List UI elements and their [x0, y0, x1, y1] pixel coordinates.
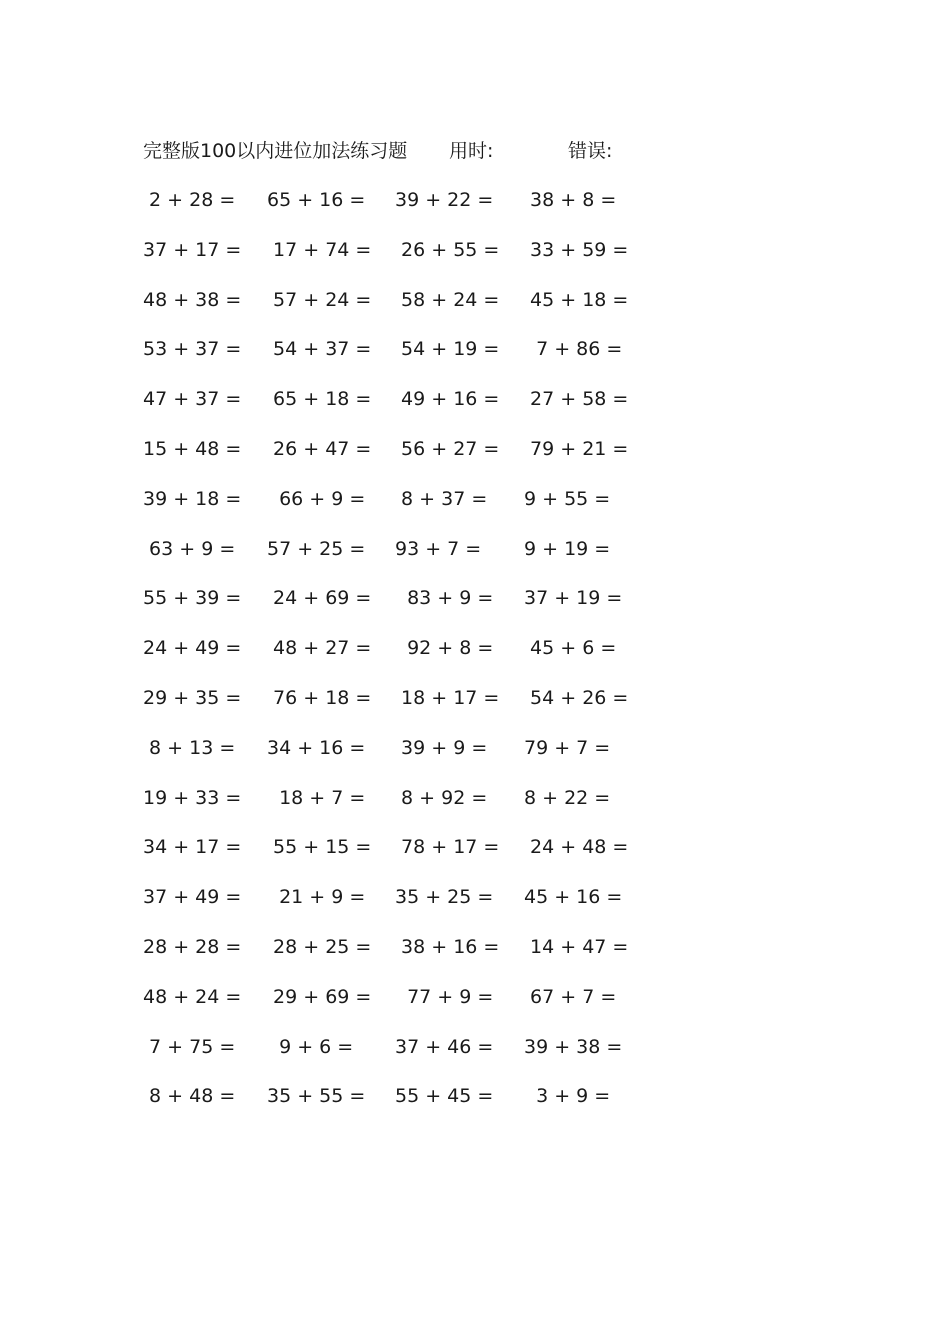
addition-problem: 38 + 8 =: [524, 189, 617, 211]
addition-problem: 57 + 24 =: [267, 288, 372, 311]
addition-problem: 79 + 21 =: [524, 437, 629, 460]
addition-problem: 15 + 48 =: [143, 437, 242, 460]
addition-problem: 18 + 17 =: [395, 686, 500, 709]
addition-problem: 33 + 59 =: [524, 238, 629, 261]
addition-problem: 9 + 6 =: [267, 1035, 354, 1058]
addition-problem: 48 + 24 =: [143, 985, 242, 1008]
problem-row: [143, 483, 643, 533]
addition-problem: 29 + 69 =: [267, 985, 372, 1008]
addition-problem: 28 + 25 =: [267, 935, 372, 958]
addition-problem: 47 + 37 =: [143, 388, 242, 411]
addition-problem: 66 + 9 =: [267, 487, 366, 510]
problem-row: [143, 632, 643, 682]
addition-problem: 34 + 17 =: [143, 836, 242, 859]
addition-problem: 39 + 22 =: [395, 189, 494, 211]
addition-problem: 28 + 28 =: [143, 935, 242, 958]
addition-problem: 67 + 7 =: [524, 985, 617, 1008]
addition-problem: 54 + 19 =: [395, 338, 500, 361]
addition-problem: 35 + 55 =: [267, 1085, 366, 1108]
addition-problem: 26 + 55 =: [395, 238, 500, 261]
addition-problem: 9 + 55 =: [524, 487, 611, 510]
addition-problem: 57 + 25 =: [267, 537, 366, 560]
addition-problem: 93 + 7 =: [395, 537, 482, 560]
problem-row: [143, 433, 643, 483]
problem-grid: [143, 184, 643, 1130]
addition-problem: 39 + 9 =: [395, 736, 488, 759]
addition-problem: 78 + 17 =: [395, 836, 500, 859]
addition-problem: 14 + 47 =: [524, 935, 629, 958]
problem-row: [143, 333, 643, 383]
time-used-label: 用时:: [449, 140, 494, 162]
addition-problem: 24 + 69 =: [267, 587, 372, 610]
worksheet-header: [143, 136, 663, 166]
addition-problem: 49 + 16 =: [395, 388, 500, 411]
addition-problem: 27 + 58 =: [524, 388, 629, 411]
addition-problem: 2 + 28 =: [143, 189, 236, 211]
addition-problem: 37 + 19 =: [524, 587, 623, 610]
addition-problem: 45 + 16 =: [524, 886, 623, 909]
problem-row: [143, 881, 643, 931]
addition-problem: 34 + 16 =: [267, 736, 366, 759]
addition-problem: 3 + 9 =: [524, 1085, 611, 1108]
addition-problem: 83 + 9 =: [395, 587, 494, 610]
addition-problem: 77 + 9 =: [395, 985, 494, 1008]
addition-problem: 19 + 33 =: [143, 786, 242, 809]
addition-problem: 8 + 22 =: [524, 786, 611, 809]
problem-row: [143, 782, 643, 832]
addition-problem: 79 + 7 =: [524, 736, 611, 759]
addition-problem: 7 + 75 =: [143, 1035, 236, 1058]
addition-problem: 18 + 7 =: [267, 786, 366, 809]
addition-problem: 29 + 35 =: [143, 686, 242, 709]
addition-problem: 24 + 49 =: [143, 637, 242, 660]
problem-row: [143, 682, 643, 732]
addition-problem: 55 + 15 =: [267, 836, 372, 859]
problem-row: [143, 931, 643, 981]
addition-problem: 8 + 48 =: [143, 1085, 236, 1108]
addition-problem: 55 + 45 =: [395, 1085, 494, 1108]
addition-problem: 45 + 6 =: [524, 637, 617, 660]
problem-row: [143, 383, 643, 433]
errors-label: 错误:: [568, 140, 613, 162]
problem-row: [143, 1031, 643, 1081]
addition-problem: 17 + 74 =: [267, 238, 372, 261]
addition-problem: 63 + 9 =: [143, 537, 236, 560]
problem-row: [143, 582, 643, 632]
addition-problem: 9 + 19 =: [524, 537, 611, 560]
addition-problem: 92 + 8 =: [395, 637, 494, 660]
addition-problem: 54 + 26 =: [524, 686, 629, 709]
problem-row: [143, 234, 643, 284]
addition-problem: 48 + 38 =: [143, 288, 242, 311]
problem-row: [143, 184, 643, 234]
worksheet-title: 完整版100以内进位加法练习题: [143, 140, 408, 162]
problem-row: [143, 1080, 643, 1130]
addition-problem: 26 + 47 =: [267, 437, 372, 460]
addition-problem: 38 + 16 =: [395, 935, 500, 958]
addition-problem: 8 + 92 =: [395, 786, 488, 809]
addition-problem: 65 + 18 =: [267, 388, 372, 411]
addition-problem: 37 + 49 =: [143, 886, 242, 909]
problem-row: [143, 732, 643, 782]
addition-problem: 55 + 39 =: [143, 587, 242, 610]
problem-row: [143, 831, 643, 881]
addition-problem: 37 + 46 =: [395, 1035, 494, 1058]
addition-problem: 8 + 13 =: [143, 736, 236, 759]
addition-problem: 58 + 24 =: [395, 288, 500, 311]
addition-problem: 76 + 18 =: [267, 686, 372, 709]
addition-problem: 54 + 37 =: [267, 338, 372, 361]
addition-problem: 8 + 37 =: [395, 487, 488, 510]
addition-problem: 21 + 9 =: [267, 886, 366, 909]
problem-row: [143, 284, 643, 334]
addition-problem: 48 + 27 =: [267, 637, 372, 660]
addition-problem: 37 + 17 =: [143, 238, 242, 261]
addition-problem: 56 + 27 =: [395, 437, 500, 460]
addition-problem: 7 + 86 =: [524, 338, 623, 361]
problem-row: [143, 981, 643, 1031]
addition-problem: 24 + 48 =: [524, 836, 629, 859]
addition-problem: 53 + 37 =: [143, 338, 242, 361]
addition-problem: 65 + 16 =: [267, 189, 366, 211]
addition-problem: 39 + 18 =: [143, 487, 242, 510]
addition-problem: 45 + 18 =: [524, 288, 629, 311]
addition-problem: 35 + 25 =: [395, 886, 494, 909]
addition-problem: 39 + 38 =: [524, 1035, 623, 1058]
problem-row: [143, 533, 643, 583]
